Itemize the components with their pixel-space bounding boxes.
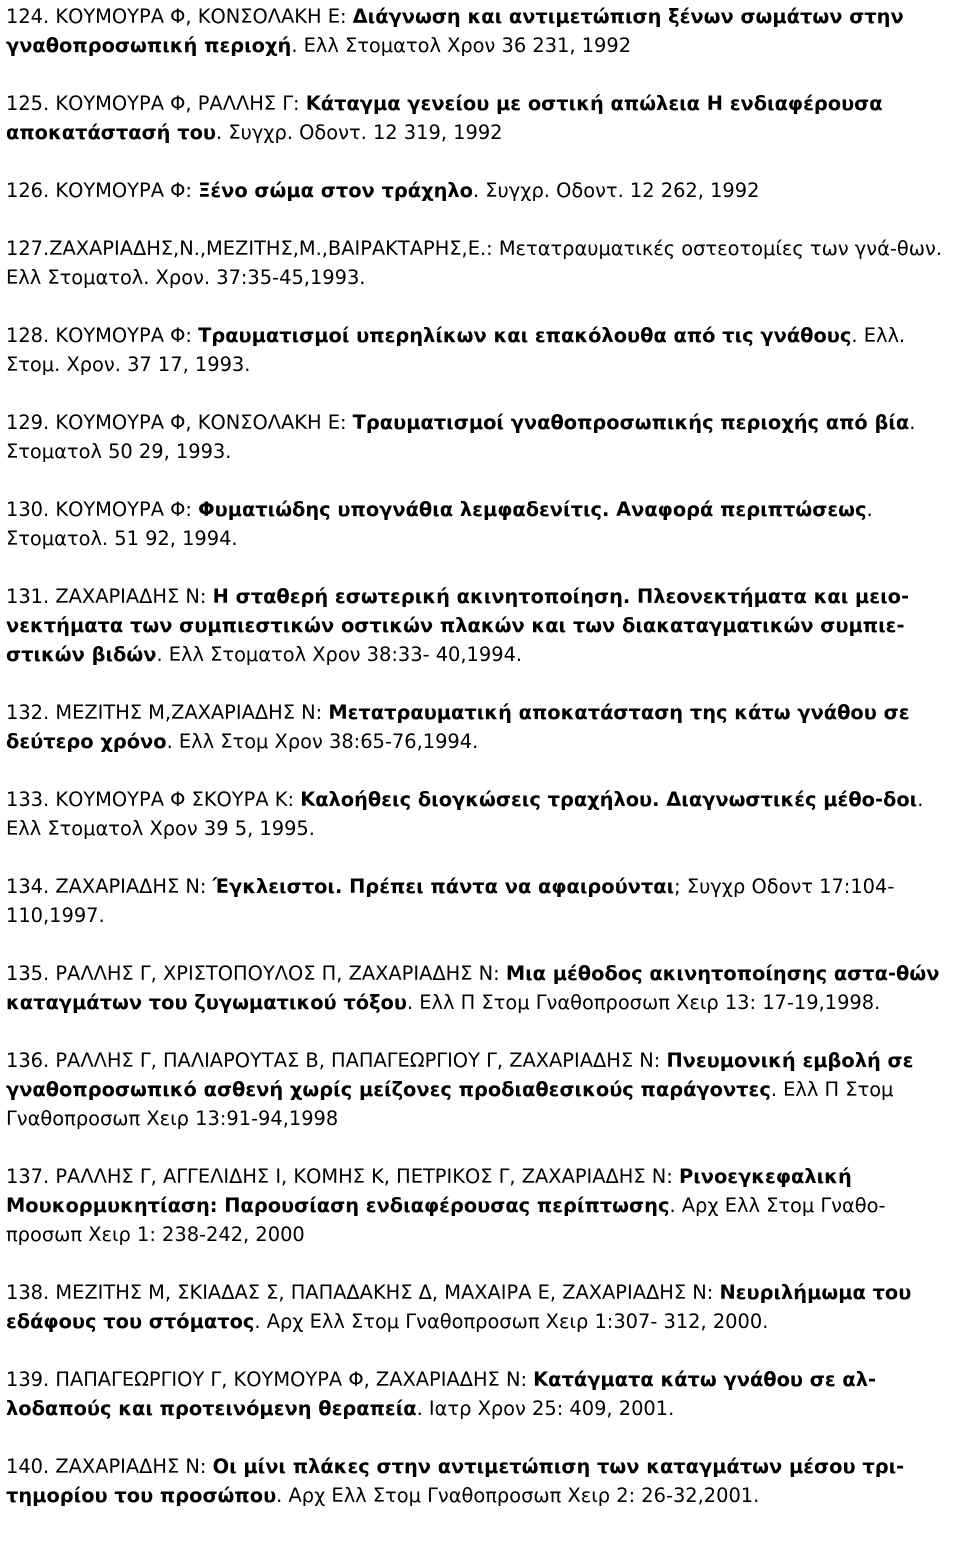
reference-source: . Ελλ. Στομ. Χρον. 37 17, 1993. <box>6 324 906 376</box>
reference-item <box>6 495 956 553</box>
reference-item <box>6 176 956 205</box>
reference-number: 137. <box>6 1165 50 1188</box>
reference-authors: ΖΑΧΑΡΙΑΔΗΣ Ν: <box>55 585 213 608</box>
reference-title: Κάταγμα γενείου με οστική απώλεια Η ενδιαφέρουσα αποκατάστασή του <box>6 92 883 144</box>
reference-item <box>6 408 956 466</box>
reference-number: 138. <box>6 1281 50 1304</box>
reference-title: Οι μίνι πλάκες στην αντιμετώπιση των καταγμάτων μέσου τρι-τημορίου του προσώπου <box>6 1455 905 1507</box>
reference-item <box>6 698 956 756</box>
reference-item <box>6 959 956 1017</box>
reference-source: . Στοματολ 50 29, 1993. <box>6 411 916 463</box>
reference-source: . Ελλ Π Στομ Γναθοπροσωπ Χειρ 13: 17-19,1998. <box>406 991 881 1014</box>
reference-source: . Ελλ Στοματολ Χρον 36 231, 1992 <box>291 34 632 57</box>
reference-source: . Συγχρ. Οδοντ. 12 319, 1992 <box>216 121 503 144</box>
reference-authors: ΚΟΥΜΟΥΡΑ Φ: <box>55 498 199 521</box>
reference-title: Έγκλειστοι. Πρέπει πάντα να αφαιρούνται <box>212 875 675 898</box>
reference-authors: ΜΕΖΙΤΗΣ Μ,ΖΑΧΑΡΙΑΔΗΣ Ν: <box>55 701 329 724</box>
reference-number: 132. <box>6 701 50 724</box>
reference-authors: ΚΟΥΜΟΥΡΑ Φ ΣΚΟΥΡΑ Κ: <box>55 788 301 811</box>
reference-item <box>6 234 956 292</box>
reference-authors: ΚΟΥΜΟΥΡΑ Φ, ΚΟΝΣΟΛΑΚΗ Ε: <box>55 5 353 28</box>
reference-number: 125. <box>6 92 50 115</box>
reference-source: . Στοματολ. 51 92, 1994. <box>6 498 873 550</box>
reference-authors: ΡΑΛΛΗΣ Γ, ΧΡΙΣΤΟΠΟΥΛΟΣ Π, ΖΑΧΑΡΙΑΔΗΣ Ν: <box>55 962 506 985</box>
reference-item <box>6 1046 956 1133</box>
reference-number: 124. <box>6 5 50 28</box>
reference-number: 139. <box>6 1368 50 1391</box>
reference-authors: ΚΟΥΜΟΥΡΑ Φ, ΚΟΝΣΟΛΑΚΗ Ε: <box>55 411 353 434</box>
reference-item <box>6 785 956 843</box>
reference-number: 126. <box>6 179 50 202</box>
reference-source: ; Συγχρ Οδοντ 17:104-110,1997. <box>6 875 895 927</box>
reference-authors: ΜΕΖΙΤΗΣ Μ, ΣΚΙΑΔΑΣ Σ, ΠΑΠΑΔΑΚΗΣ Δ, ΜΑΧΑΙΡΑ Ε, ΖΑΧΑΡΙΑΔΗΣ Ν: <box>55 1281 720 1304</box>
reference-authors: ΡΑΛΛΗΣ Γ, ΠΑΛΙΑΡΟΥΤΑΣ Β, ΠΑΠΑΓΕΩΡΓΙΟΥ Γ, ΖΑΧΑΡΙΑΔΗΣ Ν: <box>55 1049 667 1072</box>
reference-item <box>6 582 956 669</box>
reference-source: . Ελλ Στομ Χρον 38:65-76,1994. <box>166 730 479 753</box>
reference-authors: ΚΟΥΜΟΥΡΑ Φ: <box>55 324 199 347</box>
reference-source: . Ελλ Στοματολ Χρον 39 5, 1995. <box>6 788 924 840</box>
reference-authors: ΚΟΥΜΟΥΡΑ Φ, ΡΑΛΛΗΣ Γ: <box>55 92 306 115</box>
reference-title: Φυματιώδης υπογνάθια λεμφαδενίτις. Αναφορά περιπτώσεως <box>198 498 867 521</box>
reference-number: 131. <box>6 585 50 608</box>
reference-title: Τραυματισμοί υπερηλίκων και επακόλουθα από τις γνάθους <box>198 324 852 347</box>
reference-number: 129. <box>6 411 50 434</box>
reference-item <box>6 1452 956 1510</box>
reference-number: 133. <box>6 788 50 811</box>
reference-title: Ρινοεγκεφαλική Μουκορμυκητίαση: Παρουσίαση ενδιαφέρουσας περίπτωσης <box>6 1165 852 1217</box>
reference-authors: ΖΑΧΑΡΙΑΔΗΣ Ν: <box>55 1455 213 1478</box>
reference-item <box>6 872 956 930</box>
reference-source: . Αρχ Ελλ Στομ Γναθο-προσωπ Χειρ 1: 238-242, 2000 <box>6 1194 886 1246</box>
reference-title: Καλοήθεις διογκώσεις τραχήλου. Διαγνωστικές μέθο-δοι <box>300 788 918 811</box>
reference-source: . Ελλ Π Στομ Γναθοπροσωπ Χειρ 13:91-94,1998 <box>6 1078 894 1130</box>
reference-item <box>6 89 956 147</box>
reference-title: Τραυματισμοί γναθοπροσωπικής περιοχής από βία <box>352 411 910 434</box>
reference-authors: ΖΑΧΑΡΙΑΔΗΣ,Ν.,ΜΕΖΙΤΗΣ,Μ.,ΒΑΙΡΑΚΤΑΡΗΣ,Ε.: <box>49 237 499 260</box>
reference-number: 136. <box>6 1049 50 1072</box>
reference-number: 130. <box>6 498 50 521</box>
reference-title: Πνευμονική εμβολή σε γναθοπροσωπικό ασθενή χωρίς μείζονες προδιαθεσικούς παράγοντες <box>6 1049 914 1101</box>
reference-authors: ΖΑΧΑΡΙΑΔΗΣ Ν: <box>55 875 213 898</box>
reference-item <box>6 321 956 379</box>
reference-source: . Συγχρ. Οδοντ. 12 262, 1992 <box>472 179 760 202</box>
reference-title: Μια μέθοδος ακινητοποίησης αστα-θών καταγμάτων του ζυγωματικού τόξου <box>6 962 940 1014</box>
reference-source: Μετατραυματικές οστεοτομίες των γνά-θων. Ελλ Στοματολ. Χρον. 37:35-45,1993. <box>6 237 942 289</box>
reference-title: Η σταθερή εσωτερική ακινητοποίηση. Πλεονεκτήματα και μειο-νεκτήματα των συμπιεστικών οστικών πλακών και των διακαταγματικών συμπιε-στικών βιδών <box>6 585 910 666</box>
reference-item <box>6 1162 956 1249</box>
reference-item <box>6 1278 956 1336</box>
reference-item <box>6 1365 956 1423</box>
reference-title: Διάγνωση και αντιμετώπιση ξένων σωμάτων στην γναθοπροσωπική περιοχή <box>6 5 904 57</box>
reference-item <box>6 2 956 60</box>
reference-authors: ΡΑΛΛΗΣ Γ, ΑΓΓΕΛΙΔΗΣ Ι, ΚΟΜΗΣ Κ, ΠΕΤΡΙΚΟΣ Γ, ΖΑΧΑΡΙΑΔΗΣ Ν: <box>55 1165 679 1188</box>
reference-source: . Αρχ Ελλ Στομ Γναθοπροσωπ Χειρ 2: 26-32,2001. <box>276 1484 760 1507</box>
reference-number: 135. <box>6 962 50 985</box>
reference-number: 128. <box>6 324 50 347</box>
reference-source: . Ελλ Στοματολ Χρον 38:33- 40,1994. <box>156 643 523 666</box>
reference-title: Κατάγματα κάτω γνάθου σε αλ-λοδαπούς και προτεινόμενη θεραπεία <box>6 1368 877 1420</box>
reference-title: Ξένο σώμα στον τράχηλο <box>198 179 473 202</box>
reference-authors: ΠΑΠΑΓΕΩΡΓΙΟΥ Γ, ΚΟΥΜΟΥΡΑ Φ, ΖΑΧΑΡΙΑΔΗΣ Ν: <box>55 1368 534 1391</box>
reference-authors: ΚΟΥΜΟΥΡΑ Φ: <box>55 179 199 202</box>
reference-number: 127. <box>6 237 50 260</box>
reference-source: . Αρχ Ελλ Στομ Γναθοπροσωπ Χειρ 1:307- 312, 2000. <box>254 1310 769 1333</box>
reference-title: Μετατραυματική αποκατάσταση της κάτω γνάθου σε δεύτερο χρόνο <box>6 701 910 753</box>
reference-number: 140. <box>6 1455 50 1478</box>
reference-source: . Ιατρ Χρον 25: 409, 2001. <box>416 1397 675 1420</box>
reference-title: Νευριλήμωμα του εδάφους του στόματος <box>6 1281 912 1333</box>
reference-number: 134. <box>6 875 50 898</box>
